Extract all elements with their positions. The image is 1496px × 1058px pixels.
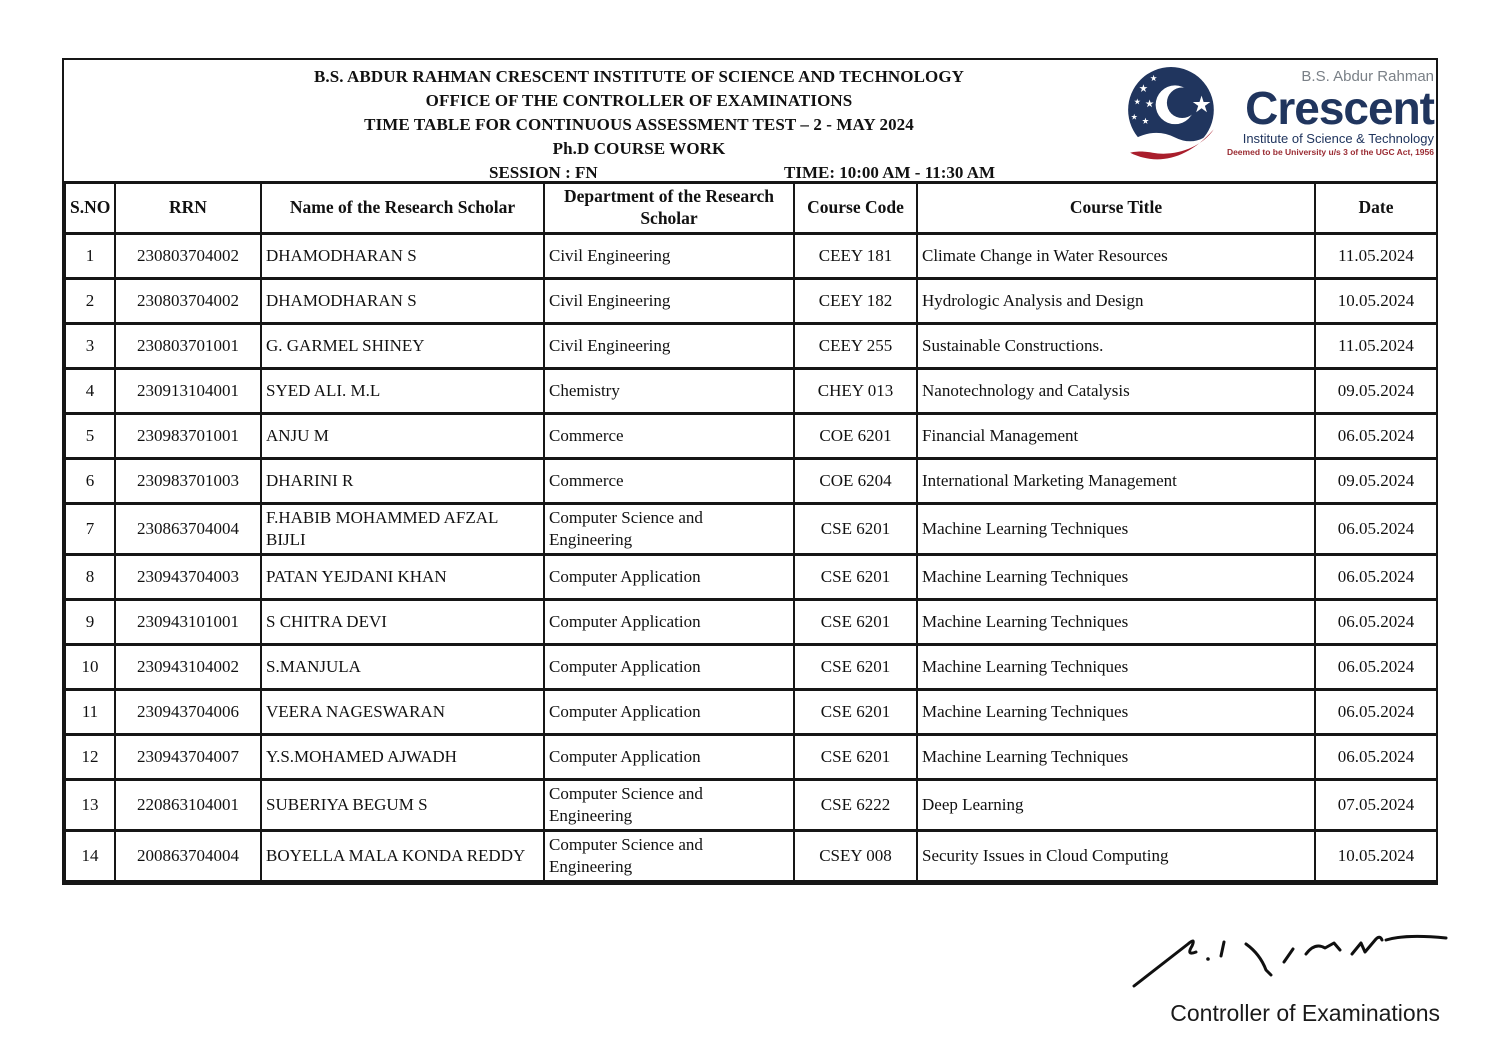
cell-course-code: CSE 6201 — [794, 554, 917, 599]
table-row — [65, 458, 1437, 503]
table-row — [65, 831, 1437, 882]
table-row — [65, 368, 1437, 413]
cell-sno: 5 — [65, 413, 115, 458]
cell-rrn: 220863104001 — [115, 779, 261, 830]
cell-scholar-name: Y.S.MOHAMED AJWADH — [261, 734, 544, 779]
cell-rrn: 230803704002 — [115, 278, 261, 323]
crescent-logo — [1122, 64, 1434, 168]
logo-tagline: Deemed to be University u/s 3 of the UGC Act, 1956 — [1226, 147, 1434, 157]
cell-scholar-name: DHAMODHARAN S — [261, 233, 544, 278]
cell-date: 06.05.2024 — [1315, 689, 1437, 734]
cell-course-title: Deep Learning — [917, 779, 1315, 830]
cell-rrn: 230943704007 — [115, 734, 261, 779]
cell-department: Civil Engineering — [544, 278, 794, 323]
document-header — [64, 60, 1436, 181]
logo-brand-large: Crescent — [1245, 82, 1434, 134]
cell-department: Computer Application — [544, 599, 794, 644]
cell-course-title: Machine Learning Techniques — [917, 503, 1315, 554]
cell-department: Computer Science and Engineering — [544, 779, 794, 830]
cell-date: 11.05.2024 — [1315, 233, 1437, 278]
time-label: TIME: 10:00 AM - 11:30 AM — [784, 163, 996, 182]
cell-sno: 7 — [65, 503, 115, 554]
cell-scholar-name: S.MANJULA — [261, 644, 544, 689]
cell-course-code: CSE 6201 — [794, 599, 917, 644]
cell-sno: 1 — [65, 233, 115, 278]
course-work-title: Ph.D COURSE WORK — [552, 139, 726, 158]
cell-rrn: 230943704006 — [115, 689, 261, 734]
cell-sno: 11 — [65, 689, 115, 734]
cell-course-title: Financial Management — [917, 413, 1315, 458]
cell-course-code: CSE 6201 — [794, 503, 917, 554]
cell-department: Computer Application — [544, 689, 794, 734]
cell-course-code: CSE 6201 — [794, 734, 917, 779]
institute-name: B.S. ABDUR RAHMAN CRESCENT INSTITUTE OF SCIENCE AND TECHNOLOGY — [313, 67, 965, 86]
cell-sno: 9 — [65, 599, 115, 644]
column-header-department: Department of the Research Scholar — [544, 183, 794, 234]
cell-sno: 4 — [65, 368, 115, 413]
cell-date: 07.05.2024 — [1315, 779, 1437, 830]
cell-course-title: Hydrologic Analysis and Design — [917, 278, 1315, 323]
table-row — [65, 644, 1437, 689]
cell-department: Chemistry — [544, 368, 794, 413]
cell-rrn: 230983701003 — [115, 458, 261, 503]
cell-course-code: CEEY 182 — [794, 278, 917, 323]
cell-course-code: CEEY 255 — [794, 323, 917, 368]
cell-course-code: COE 6201 — [794, 413, 917, 458]
table-row — [65, 503, 1437, 554]
cell-department: Civil Engineering — [544, 233, 794, 278]
cell-date: 06.05.2024 — [1315, 413, 1437, 458]
cell-sno: 13 — [65, 779, 115, 830]
cell-rrn: 230943101001 — [115, 599, 261, 644]
cell-scholar-name: PATAN YEJDANI KHAN — [261, 554, 544, 599]
cell-scholar-name: DHAMODHARAN S — [261, 278, 544, 323]
cell-course-code: CSE 6201 — [794, 644, 917, 689]
table-row — [65, 233, 1437, 278]
timetable-title: TIME TABLE FOR CONTINUOUS ASSESSMENT TEST – 2 - MAY 2024 — [364, 115, 914, 134]
cell-date: 10.05.2024 — [1315, 278, 1437, 323]
table-row — [65, 278, 1437, 323]
cell-date: 09.05.2024 — [1315, 458, 1437, 503]
cell-sno: 10 — [65, 644, 115, 689]
column-header-course-title: Course Title — [917, 183, 1315, 234]
timetable-document — [62, 58, 1438, 885]
cell-rrn: 200863704004 — [115, 831, 261, 882]
cell-date: 10.05.2024 — [1315, 831, 1437, 882]
cell-course-title: Security Issues in Cloud Computing — [917, 831, 1315, 882]
office-name: OFFICE OF THE CONTROLLER OF EXAMINATIONS — [425, 91, 853, 110]
cell-scholar-name: S CHITRA DEVI — [261, 599, 544, 644]
header-row — [65, 183, 1437, 234]
logo-subtitle: Institute of Science & Technology — [1242, 131, 1434, 146]
logo-text-block — [1212, 64, 1434, 158]
cell-date: 06.05.2024 — [1315, 554, 1437, 599]
cell-department: Computer Application — [544, 554, 794, 599]
cell-sno: 8 — [65, 554, 115, 599]
cell-sno: 3 — [65, 323, 115, 368]
cell-course-title: Machine Learning Techniques — [917, 554, 1315, 599]
cell-course-title: Machine Learning Techniques — [917, 689, 1315, 734]
cell-date: 06.05.2024 — [1315, 644, 1437, 689]
cell-rrn: 230943104002 — [115, 644, 261, 689]
column-header-course-code: Course Code — [794, 183, 917, 234]
cell-course-title: Climate Change in Water Resources — [917, 233, 1315, 278]
cell-rrn: 230943704003 — [115, 554, 261, 599]
cell-scholar-name: F.HABIB MOHAMMED AFZAL BIJLI — [261, 503, 544, 554]
column-header-sno: S.NO — [65, 183, 115, 234]
cell-course-code: CSEY 008 — [794, 831, 917, 882]
cell-rrn: 230913104001 — [115, 368, 261, 413]
exam-timetable — [64, 181, 1438, 883]
table-row — [65, 323, 1437, 368]
cell-sno: 14 — [65, 831, 115, 882]
cell-date: 06.05.2024 — [1315, 599, 1437, 644]
cell-rrn: 230803701001 — [115, 323, 261, 368]
cell-scholar-name: DHARINI R — [261, 458, 544, 503]
cell-department: Commerce — [544, 458, 794, 503]
cell-date: 09.05.2024 — [1315, 368, 1437, 413]
cell-course-title: Machine Learning Techniques — [917, 599, 1315, 644]
cell-date: 06.05.2024 — [1315, 503, 1437, 554]
table-row — [65, 554, 1437, 599]
cell-scholar-name: SUBERIYA BEGUM S — [261, 779, 544, 830]
cell-sno: 12 — [65, 734, 115, 779]
timetable-head — [65, 183, 1437, 234]
cell-date: 06.05.2024 — [1315, 734, 1437, 779]
cell-rrn: 230863704004 — [115, 503, 261, 554]
session-label: SESSION : FN — [489, 163, 598, 182]
cell-department: Computer Science and Engineering — [544, 831, 794, 882]
cell-scholar-name: VEERA NAGESWARAN — [261, 689, 544, 734]
column-header-scholar-name: Name of the Research Scholar — [261, 183, 544, 234]
cell-course-title: Sustainable Constructions. — [917, 323, 1315, 368]
timetable-body — [65, 233, 1437, 882]
cell-course-title: Machine Learning Techniques — [917, 644, 1315, 689]
cell-course-code: CSE 6222 — [794, 779, 917, 830]
cell-course-code: CSE 6201 — [794, 689, 917, 734]
signatory-title: Controller of Examinations — [1170, 1000, 1440, 1026]
table-row — [65, 779, 1437, 830]
cell-course-title: Nanotechnology and Catalysis — [917, 368, 1315, 413]
cell-scholar-name: BOYELLA MALA KONDA REDDY — [261, 831, 544, 882]
column-header-date: Date — [1315, 183, 1437, 234]
table-row — [65, 599, 1437, 644]
cell-department: Commerce — [544, 413, 794, 458]
column-header-rrn: RRN — [115, 183, 261, 234]
cell-scholar-name: G. GARMEL SHINEY — [261, 323, 544, 368]
cell-department: Computer Science and Engineering — [544, 503, 794, 554]
cell-sno: 6 — [65, 458, 115, 503]
table-row — [65, 689, 1437, 734]
cell-rrn: 230983701001 — [115, 413, 261, 458]
cell-date: 11.05.2024 — [1315, 323, 1437, 368]
cell-department: Computer Application — [544, 644, 794, 689]
table-row — [65, 413, 1437, 458]
logo-brand-small: B.S. Abdur Rahman — [1301, 68, 1434, 85]
cell-department: Civil Engineering — [544, 323, 794, 368]
cell-department: Computer Application — [544, 734, 794, 779]
cell-scholar-name: SYED ALI. M.L — [261, 368, 544, 413]
cell-rrn: 230803704002 — [115, 233, 261, 278]
table-row — [65, 734, 1437, 779]
crescent-moon-stars-icon — [1122, 64, 1224, 166]
cell-course-code: CHEY 013 — [794, 368, 917, 413]
cell-course-code: COE 6204 — [794, 458, 917, 503]
cell-sno: 2 — [65, 278, 115, 323]
cell-course-title: International Marketing Management — [917, 458, 1315, 503]
signature-scribble — [1128, 928, 1448, 994]
cell-scholar-name: ANJU M — [261, 413, 544, 458]
cell-course-code: CEEY 181 — [794, 233, 917, 278]
cell-course-title: Machine Learning Techniques — [917, 734, 1315, 779]
